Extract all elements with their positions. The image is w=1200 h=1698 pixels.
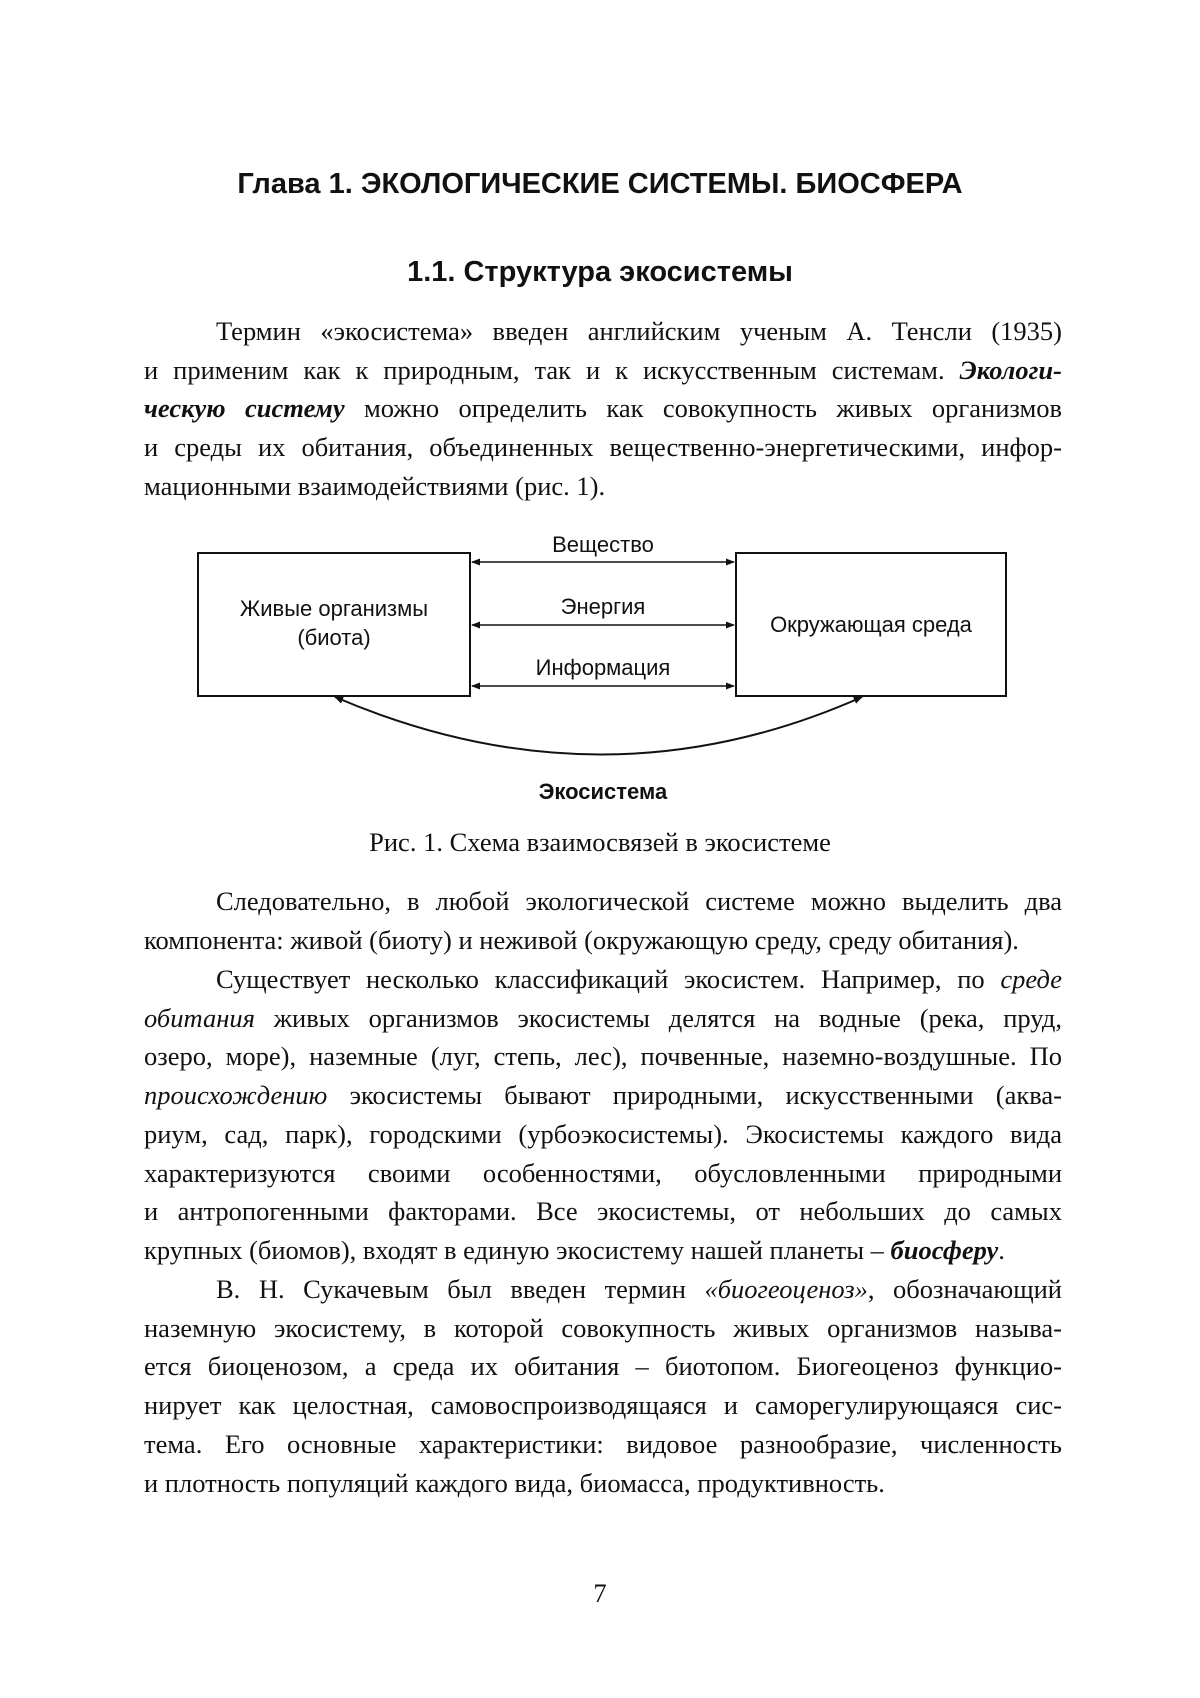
- figure-caption: Рис. 1. Схема взаимосвязей в экосистеме: [369, 827, 831, 857]
- paragraph-line: риум, сад, парк), городскими (урбоэкосистемы). Экосистемы каждого вида: [144, 1118, 1062, 1149]
- paragraph-line: крупных (биомов), входят в единую экосистему нашей планеты – биосферу.: [144, 1234, 1005, 1265]
- matter-label: Вещество: [552, 532, 654, 557]
- paragraph-line: компонента: живой (биоту) и неживой (окружающую среду, среду обитания).: [144, 924, 1019, 955]
- paragraph-line: ется биоценозом, а среда их обитания – биотопом. Биогеоценоз функцио-: [144, 1351, 1062, 1382]
- ecosystem-arc-arrow: [335, 697, 862, 755]
- energy-label: Энергия: [560, 594, 646, 619]
- paragraph-line: и применим как к природным, так и к искусственным системам. Экологи-: [144, 354, 1062, 385]
- paragraph-line: Следовательно, в любой экологической системе можно выделить два: [216, 886, 1062, 916]
- paragraph-line: ческую систему можно определить как совокупность живых организмов: [144, 393, 1062, 424]
- environment-label: Окружающая среда: [770, 612, 972, 637]
- paragraph-line: наземную экосистему, в которой совокупность живых организмов называ-: [144, 1312, 1062, 1343]
- paragraph-line: Термин «экосистема» введен английским ученым А. Тенсли (1935): [216, 316, 1062, 346]
- term-origin: происхождению: [144, 1080, 328, 1111]
- paragraph-line: Существует несколько классификаций экосистем. Например, по среде: [216, 964, 1062, 994]
- paragraph-2: [144, 882, 1062, 959]
- paragraph-line: В. Н. Сукачевым был введен термин «биогеоценоз», обозначающий: [216, 1274, 1062, 1304]
- biota-label-line2: (биота): [297, 625, 371, 650]
- biota-label-line1: Живые организмы: [239, 596, 429, 621]
- paragraph-3: [144, 960, 1062, 1270]
- term-habitat: обитания: [144, 1002, 255, 1033]
- ecosystem-diagram: [0, 0, 1200, 820]
- paragraph-line: нирует как целостная, самовоспроизводящаяся и саморегулирующаяся сис-: [144, 1390, 1062, 1421]
- paragraph-line: характеризуются своими особенностями, обусловленными природными: [144, 1157, 1062, 1188]
- term-biosphere: биосферу: [890, 1234, 999, 1265]
- paragraph-line: и плотность популяций каждого вида, биомасса, продуктивность.: [144, 1467, 885, 1498]
- term-biogeocenosis: «биогеоценоз»: [704, 1274, 868, 1304]
- information-label: Информация: [535, 655, 671, 680]
- ecosystem-label: Экосистема: [538, 779, 668, 804]
- paragraph-line: происхождению экосистемы бывают природными, искусственными (аква-: [144, 1080, 1062, 1111]
- paragraph-line: обитания живых организмов экосистемы делятся на водные (река, пруд,: [144, 1002, 1062, 1033]
- page-number: 7: [593, 1578, 607, 1608]
- section-title: 1.1. Структура экосистемы: [407, 256, 793, 288]
- paragraph-line: и антропогенными факторами. Все экосистемы, от небольших до самых: [144, 1196, 1062, 1227]
- paragraph-line: мационными взаимодействиями (рис. 1).: [144, 470, 606, 501]
- paragraph-4: [144, 1270, 1062, 1502]
- chapter-title: Глава 1. ЭКОЛОГИЧЕСКИЕ СИСТЕМЫ. БИОСФЕРА: [237, 168, 963, 200]
- term-ecosystem: Экологи-: [959, 354, 1062, 385]
- paragraph-line: и среды их обитания, объединенных вещественно-энергетическими, инфор-: [144, 432, 1062, 463]
- paragraph-line: озеро, море), наземные (луг, степь, лес), почвенные, наземно-воздушные. По: [144, 1041, 1062, 1072]
- term-ecosystem: ческую систему: [144, 393, 345, 424]
- paragraph-line: тема. Его основные характеристики: видовое разнообразие, численность: [144, 1428, 1062, 1459]
- term-habitat: среде: [1000, 964, 1062, 994]
